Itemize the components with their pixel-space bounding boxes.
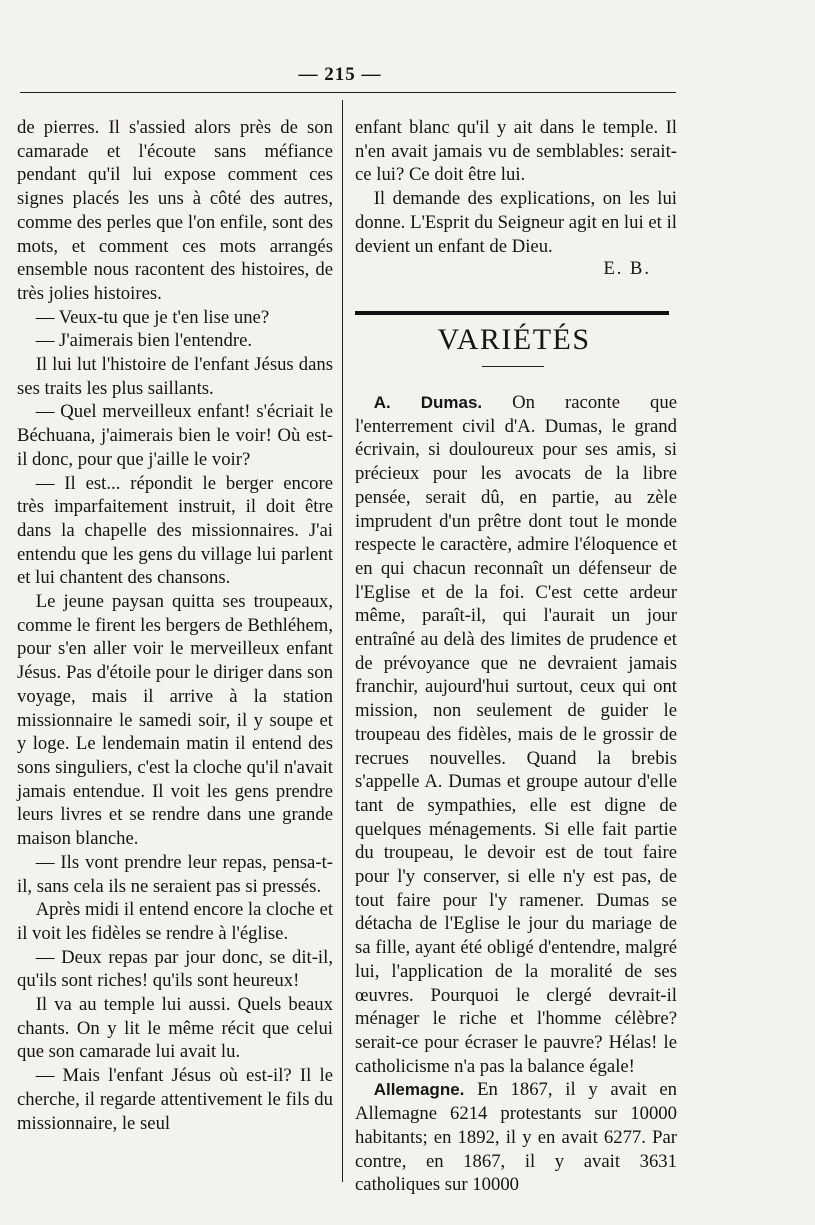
paragraph: enfant blanc qu'il y ait dans le temple. Il n'en avait jamais vu de semblables: serait-ce lui? Ce doit être lui.: [355, 117, 677, 186]
signature: E. B.: [603, 259, 651, 280]
paragraph: — Ils vont prendre leur repas, pensa-t-il, sans cela ils ne seraient pas si pressés.: [17, 851, 333, 897]
paragraph: Il va au temple lui aussi. Quels beaux chants. On y lit le même récit que celui que son camarade lui avait lu.: [17, 994, 333, 1063]
header-rule: [20, 92, 676, 93]
paragraph: — Quel merveilleux enfant! s'écriait le Béchuana, j'aimerais bien le voir! Où est-il donc, pour que j'aille le voir?: [17, 401, 333, 470]
column-divider: [342, 100, 343, 1182]
item-text: En 1867, il y avait en Allemagne 6214 protestants sur 10000 habitants; en 1892, il y en avait 6277. Par contre, en 1867, il y avait 3631 catholiques sur 10000: [355, 1079, 677, 1196]
paragraph: — J'aimerais bien l'entendre.: [35, 330, 253, 352]
paragraph: Il lui lut l'histoire de l'enfant Jésus dans ses traits les plus saillants.: [17, 354, 333, 399]
paragraph: — Mais l'enfant Jésus où est-il? Il le cherche, il regarde attentivement le fils du missionnaire, le seul: [17, 1065, 333, 1134]
right-column-top: [355, 116, 677, 282]
paragraph: — Veux-tu que je t'en lise une?: [35, 306, 270, 328]
news-item: [355, 1078, 677, 1197]
news-item: [355, 391, 677, 1078]
paragraph: — Il est... répondit le berger encore très imparfaitement instruit, il doit être dans la chapelle des missionnaires. J'ai entendu que les gens du village lui parlent et lui chantent des chansons.: [17, 472, 333, 589]
paragraph: Après midi il entend encore la cloche et il voit les fidèles se rendre à l'église.: [17, 899, 334, 944]
paragraph: Il demande des explications, on les lui donne. L'Esprit du Seigneur agit en lui et il devient un enfant de Dieu.: [355, 188, 677, 257]
paragraph: Le jeune paysan quitta ses troupeaux, comme le firent les bergers de Bethléhem, pour s'en aller voir le merveilleux enfant Jésus. Pas d'étoile pour le diriger dans son voyage, mais il arrive à la station missionnaire le samedi soir, il y soupe et y loge. Le lendemain matin il entend des sons singuliers, c'est la cloche qu'il n'avait jamais entendue. Il voit les gens prendre leurs livres et se rendre dans une grande maison blanche.: [17, 591, 333, 850]
item-heading: A. Dumas.: [373, 393, 483, 412]
item-text: On raconte que l'enterrement civil d'A. Dumas, le grand écrivain, si douloureux pour ses amis, si précieux pour les avocats de la libre pensée, serait dû, en partie, au zèle imprudent d'un prêtre dont tout le monde respecte le caractère, admire l'éloquence et en qui chacun reconnaît un défenseur de l'Eglise et de la foi. C'est cette ardeur même, paraît-il, qui l'aurait un jour entraîné au delà des limites de prudence et de prévoyance que ne devraient jamais franchir, aujourd'hui surtout, ceux qui ont mission, non seulement de guider le troupeau des fidèles, mais de le grossir de recrues nouvelles. Quand la brebis s'appelle A. Dumas et groupe autour d'elle tant de sympathies, elle est digne de quelques ménagements. Si elle fait partie du troupeau, le devoir est de tout faire pour l'y conserver, si elle n'y est pas, de tout faire pour l'y ramener. Dumas se détacha de l'Eglise le jour du mariage de sa fille, ayant été obligé d'entendre, malgré lui, l'application de la moralité de ses œuvres. Pourquoi le clergé devrait-il ménager le riche et l'homme célèbre? serait-ce pour écraser le pauvre? Hélas! le catholicisme n'a pas la balance égale!: [355, 392, 677, 1077]
right-column-bottom: [355, 391, 677, 1197]
section-title: VARIÉTÉS: [437, 323, 591, 356]
left-column: [17, 116, 333, 1135]
item-heading: Allemagne.: [373, 1080, 465, 1100]
page-number: — 215 —: [298, 64, 382, 85]
paragraph: — Deux repas par jour donc, se dit-il, qu'ils sont riches! qu'ils sont heureux!: [17, 946, 333, 992]
section-separator: [355, 311, 669, 315]
title-ornament: [482, 366, 544, 367]
paragraph: de pierres. Il s'assied alors près de son camarade et l'écoute sans méfiance pendant qu'il lui expose comment ces signes placés les uns à côté des autres, comme des perles que l'on enfile, sont des mots, et comment ces mots arrangés ensemble nous racontent des histoires, de très jolies histoires.: [17, 117, 333, 304]
